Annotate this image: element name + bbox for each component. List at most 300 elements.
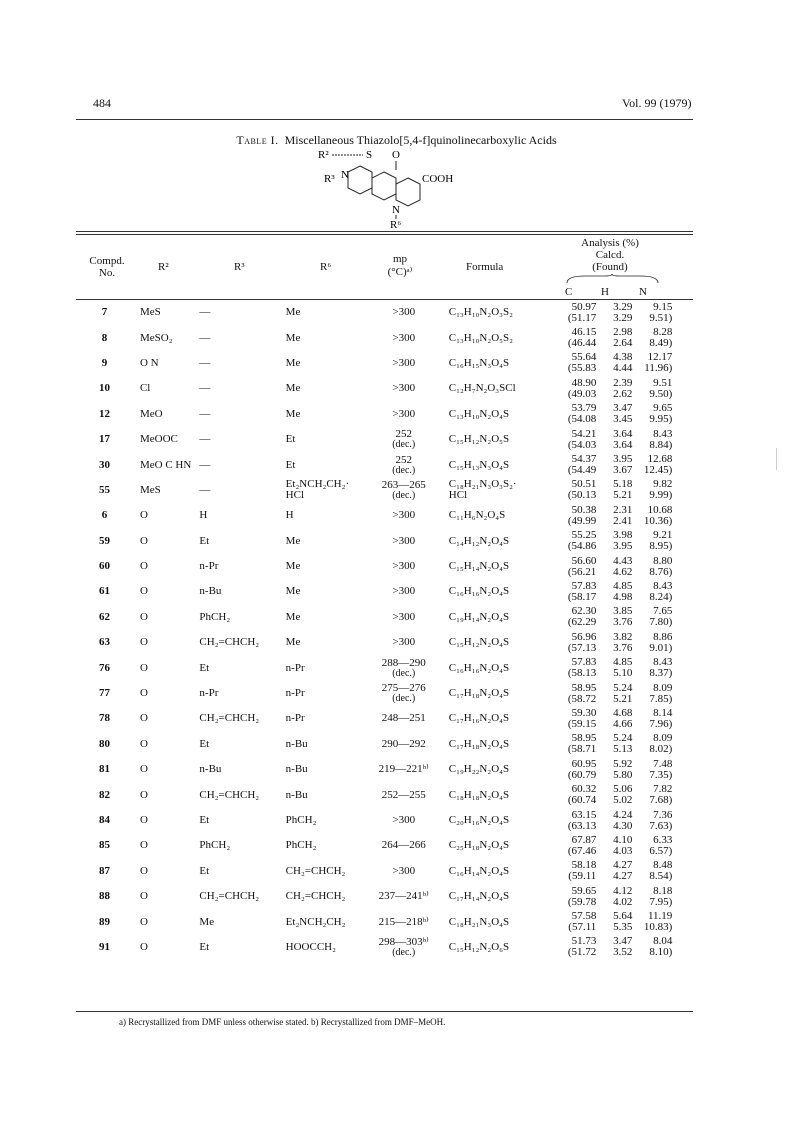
cell-formula xyxy=(443,427,555,452)
cell-mp xyxy=(365,376,443,401)
table-row xyxy=(76,325,693,350)
calcd-c: 58.95 xyxy=(571,681,597,694)
cell-mp xyxy=(365,402,443,427)
calcd-c: 56.60 xyxy=(571,554,597,567)
col-analysis-l1: Analysis (%) xyxy=(581,237,639,249)
cell-analysis xyxy=(554,681,693,706)
found-n: 8.76) xyxy=(649,565,673,578)
data-table xyxy=(76,300,693,960)
cell-mp xyxy=(365,655,443,680)
analysis-found xyxy=(554,947,693,958)
cell-r6-line1: Me xyxy=(285,356,301,369)
found-h: 4.44 xyxy=(613,362,633,375)
cell-formula xyxy=(443,884,555,909)
struct-ring xyxy=(348,166,372,194)
analysis-found xyxy=(554,643,693,654)
table-row xyxy=(76,859,693,884)
cell-analysis xyxy=(554,884,693,909)
cell-r6 xyxy=(286,605,365,630)
cell-formula-line1: C₁₃H₁₀N₂O₄S xyxy=(448,407,510,420)
calcd-h: 5.24 xyxy=(613,732,633,745)
analysis-found xyxy=(554,338,693,349)
calcd-h: 4.27 xyxy=(613,859,633,872)
found-n: 7.85) xyxy=(649,692,673,705)
cell-r3: — xyxy=(199,331,211,344)
cell-mp-value: >300 xyxy=(392,636,416,649)
calcd-h: 5.24 xyxy=(613,681,633,694)
found-h: 3.52 xyxy=(613,946,633,959)
found-n: 7.63) xyxy=(649,819,673,832)
table-row xyxy=(76,909,693,934)
cell-r6-line1: Me xyxy=(285,306,301,319)
cell-r6-line1: CH₂=CHCH₂ xyxy=(285,890,346,903)
cell-analysis xyxy=(554,935,693,960)
found-n: 7.95) xyxy=(649,895,673,908)
cell-analysis xyxy=(554,782,693,807)
cell-mp-value: 219—221ᵇ⁾ xyxy=(378,763,429,776)
cell-analysis xyxy=(554,706,693,731)
col-r2-header: R² xyxy=(158,261,169,273)
cell-formula xyxy=(443,935,555,960)
cell-r6 xyxy=(286,884,365,909)
cell-mp-value: >300 xyxy=(392,610,416,623)
found-h: 5.35 xyxy=(613,921,633,934)
found-n: 8.95) xyxy=(649,540,673,553)
cell-mp-value: 215—218ᵇ⁾ xyxy=(378,915,429,928)
cell-mp-value: 252 xyxy=(395,453,412,466)
cell-r3: n-Pr xyxy=(199,560,219,573)
col-r6-header: R⁶ xyxy=(320,261,332,273)
found-c: (60.79 xyxy=(567,768,597,781)
found-h: 3.67 xyxy=(613,464,633,477)
cell-formula-line1: C₁₆H₁₆N₂O₄S xyxy=(448,661,510,674)
table-footnote: a) Recrystallized from DMF unless otherwise stated. b) Recrystallized from DMF–MeOH. xyxy=(119,1017,446,1027)
col-mp-l2: (°C)ᵃ⁾ xyxy=(387,266,413,278)
cell-compd-no: 87 xyxy=(98,864,110,877)
cell-r6 xyxy=(286,706,365,731)
cell-r6 xyxy=(286,859,365,884)
calcd-n: 7.65 xyxy=(653,605,673,618)
margin-mark xyxy=(776,448,777,470)
found-h: 5.21 xyxy=(613,489,633,502)
found-n: 12.45) xyxy=(643,464,673,477)
cell-analysis xyxy=(554,655,693,680)
col-formula-header: Formula xyxy=(466,261,504,273)
cell-compd-no: 30 xyxy=(98,458,110,471)
cell-r2: O xyxy=(139,763,148,776)
cell-r6-line1: Et₂NCH₂CH₂· xyxy=(285,478,350,491)
cell-r3: n-Bu xyxy=(199,763,222,776)
found-c: (54.03 xyxy=(567,438,597,451)
table-row xyxy=(76,376,693,401)
analysis-found xyxy=(554,617,693,628)
table-row xyxy=(76,503,693,528)
calcd-n: 8.04 xyxy=(653,935,673,948)
found-n: 9.99) xyxy=(649,489,673,502)
found-c: (57.11 xyxy=(568,921,597,934)
found-n: 7.96) xyxy=(649,717,673,730)
col-n-header: N xyxy=(639,286,647,298)
cell-r3: Et xyxy=(199,864,210,877)
cell-compd-no: 82 xyxy=(98,788,110,801)
calcd-c: 63.15 xyxy=(571,808,597,821)
cell-compd-no: 85 xyxy=(98,839,110,852)
calcd-h: 3.85 xyxy=(613,605,633,618)
cell-r6-line1: Me xyxy=(285,560,301,573)
cell-formula-line1: C₂₅H₁₈N₂O₄S xyxy=(448,839,510,852)
cell-mp-value: >300 xyxy=(392,382,416,395)
cell-r3: Et xyxy=(199,814,210,826)
analysis-found xyxy=(554,592,693,603)
calcd-n: 6.33 xyxy=(653,833,673,846)
cell-r2: O xyxy=(139,509,148,522)
cell-mp-value: >300 xyxy=(392,407,416,420)
table-row xyxy=(76,732,693,757)
calcd-h: 3.47 xyxy=(613,402,633,415)
cell-formula xyxy=(443,325,555,350)
table-row xyxy=(76,452,693,477)
cell-mp-value: >300 xyxy=(392,585,416,598)
calcd-n: 10.68 xyxy=(647,503,673,516)
analysis-found xyxy=(554,313,693,324)
calcd-n: 11.19 xyxy=(647,910,673,923)
found-h: 4.62 xyxy=(613,565,633,578)
table-row xyxy=(76,935,693,960)
cell-r6 xyxy=(286,630,365,655)
table-row xyxy=(76,808,693,833)
cell-r6 xyxy=(286,655,365,680)
cell-r6-line1: n-Pr xyxy=(285,687,305,700)
analysis-calcd xyxy=(554,556,693,567)
cell-compd-no: 55 xyxy=(98,483,110,496)
cell-compd-no: 12 xyxy=(98,407,110,420)
struct-ring xyxy=(396,178,420,206)
analysis-found xyxy=(554,516,693,527)
found-n: 8.84) xyxy=(649,438,673,451)
found-c: (49.03 xyxy=(567,387,597,400)
found-c: (67.46 xyxy=(567,844,597,857)
cell-mp xyxy=(365,529,443,554)
cell-mp xyxy=(365,833,443,858)
col-mp-l1: mp xyxy=(392,253,408,265)
calcd-c: 54.21 xyxy=(571,427,597,440)
cell-mp-value: 275—276 xyxy=(381,682,426,695)
table-row xyxy=(76,554,693,579)
col-compd-l2: No. xyxy=(98,267,116,279)
table-row xyxy=(76,605,693,630)
cell-r3: — xyxy=(199,433,211,446)
calcd-h: 2.98 xyxy=(613,326,633,339)
found-c: (51.17 xyxy=(567,311,597,324)
cell-r6 xyxy=(286,300,365,325)
col-compd-header xyxy=(82,255,132,279)
cell-mp xyxy=(365,681,443,706)
found-n: 8.24) xyxy=(649,590,673,603)
cell-r3: n-Bu xyxy=(199,585,222,598)
analysis-found xyxy=(554,567,693,578)
found-c: (51.72 xyxy=(567,946,597,959)
cell-mp-value: 264—266 xyxy=(381,839,426,852)
calcd-n: 9.82 xyxy=(653,478,673,491)
found-h: 2.64 xyxy=(613,337,633,350)
cell-r2: MeO C HN xyxy=(139,458,192,471)
cell-r2: O xyxy=(139,737,148,750)
cell-mp xyxy=(365,605,443,630)
cell-r6-line1: CH₂=CHCH₂ xyxy=(285,864,346,877)
calcd-c: 57.83 xyxy=(571,579,597,592)
cell-mp-value: 237—241ᵇ⁾ xyxy=(378,890,429,903)
calcd-h: 3.82 xyxy=(613,630,633,643)
table-row xyxy=(76,833,693,858)
cell-formula xyxy=(443,579,555,604)
cell-compd-no: 8 xyxy=(101,331,108,344)
cell-mp xyxy=(365,503,443,528)
cell-r3: — xyxy=(199,356,211,369)
calcd-c: 51.73 xyxy=(571,935,597,948)
cell-analysis xyxy=(554,402,693,427)
cell-r2: MeOOC xyxy=(139,433,178,446)
found-n: 7.35) xyxy=(649,768,673,781)
cell-mp xyxy=(365,452,443,477)
cell-compd-no: 60 xyxy=(98,560,110,573)
cell-analysis xyxy=(554,833,693,858)
cell-mp xyxy=(365,579,443,604)
calcd-h: 3.64 xyxy=(613,427,633,440)
analysis-found xyxy=(554,922,693,933)
cell-r2: O xyxy=(139,864,148,877)
calcd-c: 67.87 xyxy=(571,833,597,846)
calcd-c: 53.79 xyxy=(571,402,597,415)
found-c: (54.49 xyxy=(567,464,597,477)
found-h: 3.29 xyxy=(613,311,633,324)
calcd-h: 3.47 xyxy=(613,935,633,948)
cell-r6-line1: n-Bu xyxy=(285,788,308,801)
analysis-found xyxy=(554,389,693,400)
calcd-h: 5.92 xyxy=(613,757,633,770)
calcd-h: 4.68 xyxy=(613,706,633,719)
cell-formula xyxy=(443,833,555,858)
cell-r6-line1: Et xyxy=(285,458,296,471)
table-bottom-rule xyxy=(76,1011,693,1012)
cell-compd-no: 88 xyxy=(98,890,110,903)
cell-formula-line1: C₁₇H₁₈N₂O₄S xyxy=(448,687,510,700)
cell-formula-line1: C₁₈H₁₈N₂O₄S xyxy=(448,788,510,801)
cell-r2: MeO xyxy=(139,407,163,420)
cell-r6-line1: Me xyxy=(285,331,301,344)
analysis-found xyxy=(554,668,693,679)
cell-r6-line1: Me xyxy=(285,534,301,547)
cell-r3: Me xyxy=(199,915,215,928)
cell-r6 xyxy=(286,782,365,807)
found-h: 4.27 xyxy=(613,870,633,883)
found-h: 4.03 xyxy=(613,844,633,857)
cell-r2: O xyxy=(139,890,148,903)
calcd-c: 50.38 xyxy=(571,503,597,516)
journal-volume: Vol. 99 (1979) xyxy=(622,96,692,110)
table-top-rule-2 xyxy=(76,234,693,235)
found-n: 8.54) xyxy=(649,870,673,883)
cell-r6-line1: Et₂NCH₂CH₂ xyxy=(285,915,346,928)
struct-cooh: COOH xyxy=(422,173,454,185)
cell-formula-line1: C₁₇H₁₄N₂O₄S xyxy=(448,890,510,903)
cell-mp xyxy=(365,859,443,884)
analysis-found xyxy=(554,719,693,730)
calcd-n: 8.43 xyxy=(653,656,673,669)
cell-formula xyxy=(443,757,555,782)
quinoline-structure-diagram xyxy=(310,148,490,228)
cell-formula-line1: C₁₆H₁₆N₂O₄S xyxy=(448,585,510,598)
cell-compd-no: 59 xyxy=(98,534,110,547)
analysis-found xyxy=(554,871,693,882)
cell-mp-value: 263—265 xyxy=(381,478,426,491)
cell-r2: O xyxy=(139,814,148,826)
calcd-c: 46.15 xyxy=(571,326,597,339)
calcd-c: 50.51 xyxy=(571,478,597,491)
cell-analysis xyxy=(554,909,693,934)
cell-mp xyxy=(365,782,443,807)
analysis-calcd xyxy=(554,810,693,821)
calcd-n: 8.09 xyxy=(653,732,673,745)
cell-mp xyxy=(365,732,443,757)
analysis-found xyxy=(554,490,693,501)
calcd-h: 3.98 xyxy=(613,529,633,542)
cell-analysis xyxy=(554,427,693,452)
cell-r2: O xyxy=(139,636,148,649)
cell-r2: Cl xyxy=(139,382,151,395)
cell-mp-value: 290—292 xyxy=(381,737,426,750)
cell-compd-no: 10 xyxy=(98,382,110,395)
calcd-c: 59.65 xyxy=(571,884,597,897)
calcd-h: 3.29 xyxy=(613,300,633,313)
cell-mp xyxy=(365,300,443,325)
cell-r6-line1: n-Pr xyxy=(285,712,305,725)
cell-r6 xyxy=(286,529,365,554)
found-h: 5.02 xyxy=(613,794,633,807)
cell-formula xyxy=(443,376,555,401)
struct-s: S xyxy=(366,149,373,161)
cell-mp-value: >300 xyxy=(392,331,416,344)
cell-r6 xyxy=(286,833,365,858)
analysis-found xyxy=(554,821,693,832)
table-row xyxy=(76,655,693,680)
cell-r6-line1: n-Pr xyxy=(285,661,305,674)
cell-r3: — xyxy=(199,458,211,471)
found-n: 8.02) xyxy=(649,743,673,756)
calcd-h: 5.06 xyxy=(613,783,633,796)
cell-mp-note: (dec.) xyxy=(392,693,416,705)
found-n: 10.36) xyxy=(643,514,673,527)
cell-r6 xyxy=(286,452,365,477)
found-n: 8.10) xyxy=(649,946,673,959)
cell-r6-line1: HOOCCH₂ xyxy=(285,940,336,953)
cell-analysis xyxy=(554,300,693,325)
analysis-found xyxy=(554,440,693,451)
cell-r6-line1: Et xyxy=(285,433,296,446)
cell-r2: O xyxy=(139,712,148,725)
cell-formula xyxy=(443,605,555,630)
cell-r6-line1: Me xyxy=(285,585,301,598)
found-c: (54.08 xyxy=(567,413,597,426)
found-h: 3.64 xyxy=(613,438,633,451)
cell-formula xyxy=(443,732,555,757)
found-n: 9.95) xyxy=(649,413,673,426)
cell-compd-no: 81 xyxy=(98,763,110,776)
table-row xyxy=(76,478,693,503)
cell-mp-value: >300 xyxy=(392,306,416,319)
cell-formula xyxy=(443,782,555,807)
calcd-n: 8.48 xyxy=(653,859,673,872)
found-n: 7.68) xyxy=(649,794,673,807)
analysis-calcd xyxy=(554,683,693,694)
table-row xyxy=(76,427,693,452)
cell-r6-line1: Me xyxy=(285,407,301,420)
cell-r3: CH₂=CHCH₂ xyxy=(199,788,260,801)
found-h: 3.76 xyxy=(613,641,633,654)
found-h: 5.13 xyxy=(613,743,633,756)
cell-formula-line1: C₁₈H₂₁N₃O₄S xyxy=(448,915,510,928)
cell-mp-value: >300 xyxy=(392,356,416,369)
found-h: 3.76 xyxy=(613,616,633,629)
cell-formula-line1: C₁₅H₁₃N₃O₄S xyxy=(448,458,510,471)
table-caption xyxy=(0,133,793,148)
cell-r3: Et xyxy=(199,661,210,674)
cell-r6 xyxy=(286,909,365,934)
cell-formula xyxy=(443,529,555,554)
table-row xyxy=(76,706,693,731)
cell-r6 xyxy=(286,808,365,833)
cell-formula xyxy=(443,706,555,731)
cell-r6 xyxy=(286,757,365,782)
analysis-found xyxy=(554,770,693,781)
cell-compd-no: 61 xyxy=(98,585,110,598)
cell-mp-value: >300 xyxy=(392,509,416,522)
calcd-n: 7.82 xyxy=(653,783,673,796)
calcd-h: 4.12 xyxy=(613,884,633,897)
found-c: (63.13 xyxy=(567,819,597,832)
calcd-n: 7.36 xyxy=(653,808,673,821)
cell-compd-no: 17 xyxy=(98,433,110,446)
cell-analysis xyxy=(554,452,693,477)
cell-formula-line1: C₁₅H₁₄N₂O₄S xyxy=(448,560,510,573)
found-n: 6.57) xyxy=(649,844,673,857)
cell-r6-line2: HCl xyxy=(285,489,305,502)
calcd-n: 12.68 xyxy=(647,453,673,466)
cell-formula-line1: C₂₀H₁₆N₂O₄S xyxy=(448,814,510,826)
cell-r3: — xyxy=(199,407,211,420)
cell-mp-note: (dec.) xyxy=(392,464,416,476)
cell-formula xyxy=(443,452,555,477)
cell-r6 xyxy=(286,935,365,960)
analysis-calcd xyxy=(554,429,693,440)
cell-r6-line1: H xyxy=(285,509,294,522)
cell-mp-value: >300 xyxy=(392,814,416,826)
cell-mp xyxy=(365,935,443,960)
struct-n1: N xyxy=(341,169,349,181)
page-number: 484 xyxy=(93,96,111,110)
cell-r6-line1: PhCH₂ xyxy=(285,814,317,826)
struct-r2: R² xyxy=(318,149,329,161)
cell-r3: Et xyxy=(199,534,210,547)
cell-r2: O N xyxy=(139,356,159,369)
calcd-h: 4.10 xyxy=(613,833,633,846)
cell-r6 xyxy=(286,325,365,350)
col-analysis-l2: Calcd. xyxy=(595,249,625,261)
found-c: (50.13 xyxy=(567,489,597,502)
cell-formula xyxy=(443,909,555,934)
cell-formula xyxy=(443,808,555,833)
analysis-found xyxy=(554,363,693,374)
found-c: (58.71 xyxy=(567,743,597,756)
